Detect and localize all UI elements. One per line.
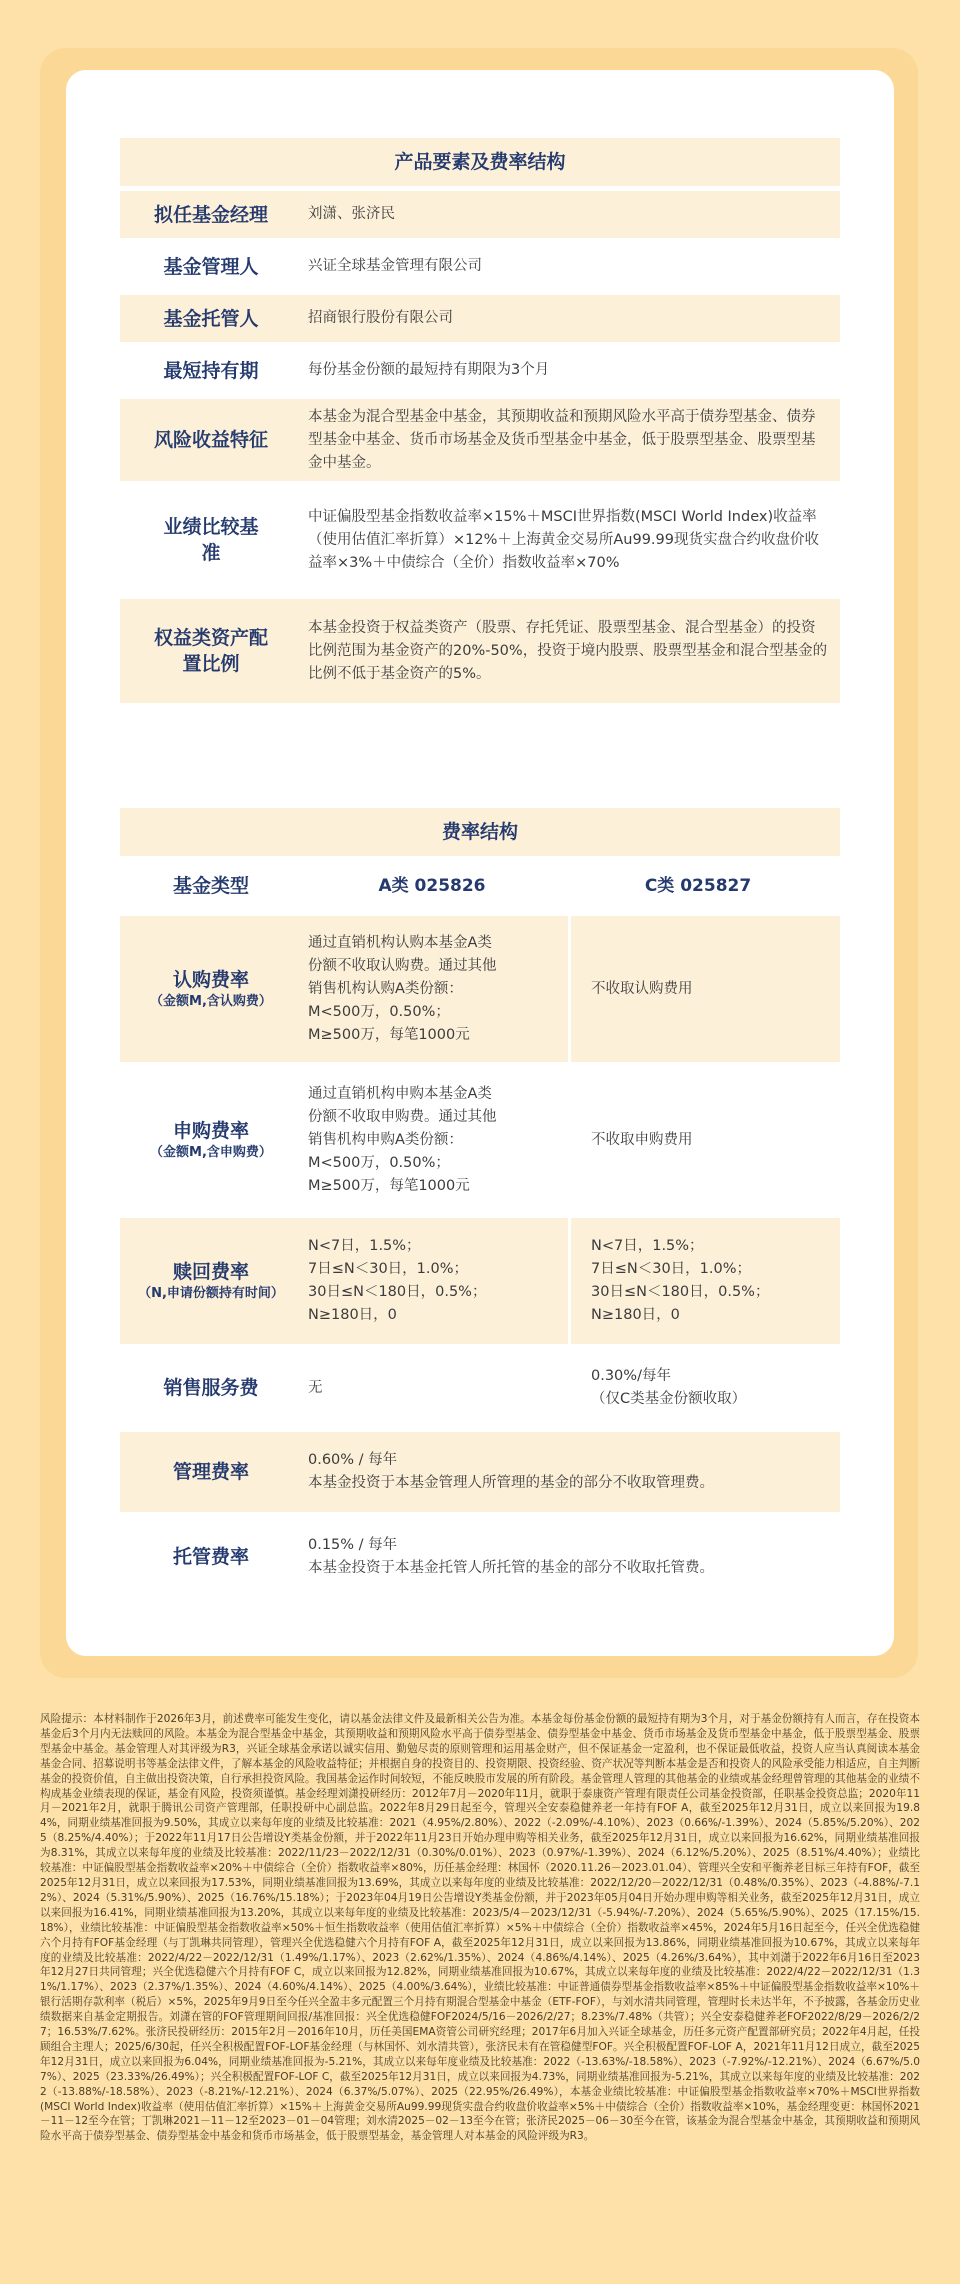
row-benchmark: [120, 486, 840, 594]
text-line: M<500万，0.50%；: [308, 1003, 450, 1020]
text-line: 销售机构认购A类份额：: [308, 980, 463, 997]
text-line: 份额不收取认购费。通过其他: [308, 957, 497, 974]
text-line: 通过直销机构认购本基金A类: [308, 934, 492, 951]
purchase-class-a: [302, 1067, 568, 1213]
text-line: 通过直销机构申购本基金A类: [308, 1085, 492, 1102]
row-value: 招商银行股份有限公司: [302, 295, 840, 342]
row-redemption-fee: [120, 1218, 840, 1344]
management-fee-value: [302, 1432, 840, 1512]
text-line: N≥180日，0: [591, 1307, 680, 1323]
row-label: 业绩比较基准: [120, 486, 302, 594]
subscription-class-a: [302, 916, 568, 1062]
redemption-class-a: [302, 1218, 568, 1344]
row-value: 每份基金份额的最短持有期限为3个月: [302, 347, 840, 394]
text-line: 0.30%/每年: [591, 1368, 671, 1384]
text-line: 7日≤N＜30日，1.0%；: [591, 1261, 752, 1277]
class-c-header: C类 025827: [568, 861, 840, 911]
row-equity-allocation: [120, 599, 840, 703]
row-risk-return: [120, 399, 840, 481]
subscription-class-c: 不收取认购费用: [571, 916, 840, 1062]
redemption-class-c: [571, 1218, 840, 1344]
redemption-sub-label: （N,申请份额持有时间）: [138, 1286, 284, 1301]
row-min-holding: [120, 347, 840, 394]
text-line: N<7日，1.5%；: [308, 1238, 421, 1254]
custody-fee-label: 托管费率: [120, 1517, 302, 1597]
sales-service-label: 销售服务费: [120, 1349, 302, 1427]
row-label: 权益类资产配置比例: [120, 599, 302, 703]
redemption-label-cell: [120, 1218, 302, 1344]
class-a-header: A类 025826: [302, 861, 568, 911]
text-line: 0.60% / 每年: [308, 1452, 398, 1468]
row-label: 基金托管人: [120, 295, 302, 342]
row-label: 风险收益特征: [120, 399, 302, 481]
purchase-label-cell: [120, 1067, 302, 1213]
management-fee-label: 管理费率: [120, 1432, 302, 1512]
row-management-company: [120, 243, 840, 290]
text-line: N<7日，1.5%；: [591, 1238, 704, 1254]
row-value: 中证偏股型基金指数收益率×15%＋MSCI世界指数(MSCI World Index)收益率（使用估值汇率折算）×12%＋上海黄金交易所Au99.99现货实盘合约收盘价收益率×3%＋中债综合（全价）指数收益率×70%: [302, 486, 840, 594]
row-label: 拟任基金经理: [120, 191, 302, 238]
row-custodian: [120, 295, 840, 342]
row-purchase-fee: [120, 1067, 840, 1213]
custody-fee-value: [302, 1517, 840, 1597]
purchase-sub-label: （金额M,含申购费）: [150, 1145, 272, 1160]
row-share-class-header: [120, 861, 840, 911]
row-management-fee: [120, 1432, 840, 1512]
text-line: M<500万，0.50%；: [308, 1154, 450, 1171]
row-label: 基金管理人: [120, 243, 302, 290]
product-section-title: 产品要素及费率结构: [120, 138, 840, 186]
text-line: 本基金投资于本基金托管人所托管的基金的部分不收取托管费。: [308, 1560, 714, 1576]
row-value: 兴证全球基金管理有限公司: [302, 243, 840, 290]
redemption-label: 赎回费率: [172, 1261, 249, 1283]
row-label: 最短持有期: [120, 347, 302, 394]
row-sales-service-fee: [120, 1349, 840, 1427]
purchase-label: 申购费率: [172, 1120, 249, 1142]
text-line: 7日≤N＜30日，1.0%；: [308, 1261, 469, 1277]
fund-type-label: 基金类型: [120, 861, 302, 911]
text-line: 30日≤N＜180日，0.5%；: [308, 1284, 487, 1300]
text-line: 销售机构申购A类份额：: [308, 1131, 463, 1148]
text-line: M≥500万，每笔1000元: [308, 1177, 470, 1194]
subscription-label-cell: [120, 916, 302, 1062]
text-line: 30日≤N＜180日，0.5%；: [591, 1284, 770, 1300]
product-table: [120, 138, 840, 703]
sales-service-class-c: [571, 1349, 840, 1427]
text-line: 0.15% / 每年: [308, 1537, 398, 1553]
row-fund-manager: [120, 191, 840, 238]
sales-service-class-a: 无: [302, 1349, 568, 1427]
text-line: N≥180日，0: [308, 1307, 397, 1323]
row-value: 刘潇、张济民: [302, 191, 840, 238]
row-value: 本基金为混合型基金中基金，其预期收益和预期风险水平高于债券型基金、债券型基金中基金、货币市场基金及货币型基金中基金，低于股票型基金、股票型基金中基金。: [302, 399, 840, 481]
row-custody-fee: [120, 1517, 840, 1597]
subscription-label: 认购费率: [172, 969, 249, 991]
risk-disclaimer: 风险提示：本材料制作于2026年3月，前述费率可能发生变化，请以基金法律文件及最新相关公告为准。本基金每份基金份额的最短持有期为3个月，对于基金份额持有人而言，存在投资本基金后3个月内无法赎回的风险。本基金为混合型基金中基金，其预期收益和预期风险水平高于债券型基金、债券型基金中基金、货币市场基金及货币型基金中基金，低于股票型基金、股票型基金中基金。基金管理人对其评级为R3，兴证全球基金承诺以诚实信用、勤勉尽责的原则管理和运用基金财产，但不保证基金一定盈利，也不保证最低收益，投资人应当认真阅读本基金基金合同、招募说明书等基金法律文件，了解本基金的风险收益特征；并根据自身的投资目的、投资期限、投资经验、资产状况等判断本基金是否和投资人的风险承受能力相适应，自主判断基金的投资价值，自主做出投资决策，自行承担投资风险。我国基金运作时间较短，不能反映股市发展的所有阶段。基金管理人管理的其他基金的业绩或基金经理曾管理的其他基金的业绩不构成基金业绩表现的保证，基金有风险，投资须谨慎。基金经理刘潇投研经历：2012年7月－2020年11月，就职于泰康资产管理有限责任公司基金投资部，任职基金投资总监；2020年11月－2021年2月，就职于腾讯公司资产管理部，任职投研中心副总监。2022年8月29日起至今，管理兴全安泰稳健养老一年持有FOF A，截至2025年12月31日，成立以来回报为19.84%，同期业绩基准回报为9.50%，其成立以来每年度的业绩及比较基准：2021（4.95%/2.80%）、2022（-2.09%/-4.10%）、2023（0.66%/-1.39%）、2024（5.85%/5.20%）、2025（8.25%/4.40%）；于2022年11月17日公告增设Y类基金份额，并于2022年11月23日开始办理申购等相关业务，截至2025年12月31日，成立以来回报为16.62%，同期业绩基准回报为8.31%，其成立以来每年度的业绩及比较基准：2022/11/23－2022/12/31（0.30%/0.01%）、2023（0.97%/-1.39%）、2024（6.12%/5.20%）、2025（8.51%/4.40%）；业绩比较基准：中证偏股型基金指数收益率×20%＋中债综合（全价）指数收益率×80%，历任基金经理：林国怀（2020.11.26－2023.01.04）、管理兴全安和平衡养老目标三年持有FOF，截至2025年12月31日，成立以来回报为17.53%，同期业绩基准回报为13.69%，其成立以来每年度的业绩及比较基准：2022/12/20－2022/12/31（0.48%/0.35%）、2023（-4.88%/-7.12%）、2024（5.31%/5.90%）、2025（16.76%/15.18%）；于2023年04月19日公告增设Y类基金份额，并于2023年05月04日开始办理申购等相关业务，截至2025年12月31日，成立以来回报为16.41%，同期业绩基准回报为13.20%，其成立以来每年度的业绩及比较基准：2023/5/4－2023/12/31（-5.94%/-7.20%）、2024（5.65%/5.90%）、2025（17.15%/15.18%），业绩比较基准：中证偏股型基金指数收益率×50%＋恒生指数收益率（使用估值汇率折算）×5%＋中债综合（全价）指数收益率×45%，2024年5月16日起至今，任兴全优选稳健六个月持有FOF基金经理（与丁凯琳共同管理），管理兴全优选稳健六个月持有FOF A，截至2025年12月31日，成立以来回报为13.86%，同期业绩基准回报为10.67%，其成立以来每年度的业绩及比较基准：2022/4/22－2022/12/31（1.49%/1.17%）、2023（2.62%/1.35%）、2024（4.86%/4.14%）、2025（4.26%/3.64%），其中刘潇于2022年6月16日至2023年12月27日共同管理；兴全优选稳健六个月持有FOF C，成立以来回报为12.82%，同期业绩基准回报为10.67%，其成立以来每年度的业绩及比较基准：2022/4/22－2022/12/31（1.31%/1.17%）、2023（2.37%/1.35%）、2024（4.60%/4.14%）、2025（4.00%/3.64%），业绩比较基准：中证普通债券型基金指数收益率×85%＋中证偏股型基金指数收益率×10%＋银行活期存款利率（税后）×5%，2025年9月9日至今任兴全盈丰多元配置三个月持有期混合型基金中基金（ETF-FOF），与刘水清共同管理，管理时长未达半年，不予披露，各基金历史业绩数据来自基金定期报告。刘潇在管的FOF管理期间回报/基准回报：兴全优选稳健FOF2024/5/16－2026/2/27；8.23%/7.48%（共管）；兴全安泰稳健养老FOF2022/8/29－2026/2/27；16.53%/7.62%。张济民投研经历：2015年2月－2016年10月，历任美国EMA资管公司研究经理；2017年6月加入兴证全球基金，历任多元资产配置部研究员；2022年4月起，任投顾组合主理人；2025/6/30起，任兴全积极配置FOF-LOF基金经理（与林国怀、刘水清共管），张济民未有在管稳健型FOF。兴全积极配置FOF-LOF A，2021年11月12日成立，截至2025年12月31日，成立以来回报为6.04%，同期业绩基准回报为-5.21%，其成立以来每年度业绩及比较基准：2022（-13.63%/-18.58%）、2023（-7.92%/-12.21%）、2024（6.67%/5.07%）、2025（23.33%/26.49%）；兴全积极配置FOF-LOF C，截至2025年12月31日，成立以来回报为4.73%，同期业绩基准回报为-5.21%，其成立以来每年度的业绩及比较基准：2022（-13.88%/-18.58%）、2023（-8.21%/-12.21%）、2024（6.37%/5.07%）、2025（22.95%/26.49%），本基金业绩比较基准：中证偏股型基金指数收益率×70%＋MSCI世界指数(MSCI World Index)收益率（使用估值汇率折算）×15%＋上海黄金交易所Au99.99现货实盘合约收盘价收益率×5%＋中债综合（全价）指数收益率×10%，基金经理变更：林国怀2021－11－12至今在管；丁凯琳2021－11－12至2023－01－04管理；刘水清2025－02－13至今在管；张济民2025－06－30至今在管，该基金为混合型基金中基金，其预期收益和预期风险水平高于债券型基金、债券型基金中基金和货币市场基金，低于股票型基金，基金管理人对本基金的风险评级为R3。: [40, 1713, 920, 2143]
row-subscription-fee: [120, 916, 840, 1062]
purchase-class-c: 不收取申购费用: [571, 1067, 840, 1213]
text-line: M≥500万，每笔1000元: [308, 1026, 470, 1043]
fee-section-title: 费率结构: [120, 808, 840, 856]
text-line: 份额不收取申购费。通过其他: [308, 1108, 497, 1125]
subscription-sub-label: （金额M,含认购费）: [150, 994, 272, 1009]
fee-table: [120, 808, 840, 1597]
text-line: 本基金投资于本基金管理人所管理的基金的部分不收取管理费。: [308, 1475, 714, 1491]
text-line: （仅C类基金份额收取）: [591, 1391, 747, 1407]
row-value: 本基金投资于权益类资产（股票、存托凭证、股票型基金、混合型基金）的投资比例范围为基金资产的20%-50%，投资于境内股票、股票型基金和混合型基金的比例不低于基金资产的5%。: [302, 599, 840, 703]
